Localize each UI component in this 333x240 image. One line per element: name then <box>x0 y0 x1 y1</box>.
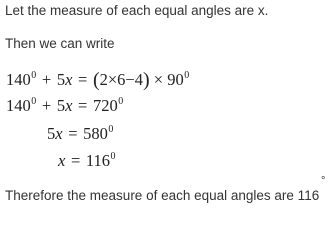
eq1-term-140: 140 <box>6 70 31 89</box>
equation-1 <box>6 69 189 93</box>
eq3-term-580: 580 <box>83 124 108 143</box>
equation-4 <box>58 151 116 174</box>
equation-2 <box>6 96 123 119</box>
eq1-plus: + <box>41 70 52 89</box>
eq1-variable: x <box>65 70 73 89</box>
eq3-equals: = <box>68 124 78 143</box>
equation-3 <box>47 124 113 147</box>
eq2-equals: = <box>78 96 88 115</box>
eq4-term-116-exponent: 0 <box>110 151 116 162</box>
eq1-term-140-exponent: 0 <box>31 70 37 81</box>
eq4-equals: = <box>70 151 81 170</box>
eq2-coefficient: 5 <box>56 96 66 115</box>
eq2-plus: + <box>41 96 52 115</box>
eq1-equals: = <box>78 70 88 89</box>
eq1-coefficient: 5 <box>56 70 66 89</box>
eq4-variable: x <box>58 151 66 170</box>
eq1-term-90-exponent: 0 <box>184 70 190 81</box>
eq3-term-580-exponent: 0 <box>108 124 114 135</box>
eq2-term-140: 140 <box>6 96 31 115</box>
eq1-term-90: 90 <box>167 70 184 89</box>
eq1-times: × <box>153 70 164 89</box>
eq3-variable: x <box>55 124 63 143</box>
eq2-term-140-exponent: 0 <box>31 96 37 107</box>
intro-text: Let the measure of each equal angles are x. <box>5 3 269 18</box>
eq4-term-116: 116 <box>85 151 111 170</box>
conclusion-degree-symbol: ° <box>321 175 326 187</box>
conclusion-text: Therefore the measure of each equal angles are 116 <box>5 188 320 203</box>
eq1-left-paren: ( <box>92 69 100 91</box>
eq1-right-paren: ) <box>143 69 150 91</box>
eq1-inner-expression: 2×6−4 <box>99 70 143 89</box>
eq3-coefficient: 5 <box>47 124 56 143</box>
then-text: Then we can write <box>5 36 115 51</box>
eq2-term-720-exponent: 0 <box>118 96 124 107</box>
eq2-term-720: 720 <box>92 96 118 115</box>
eq2-variable: x <box>65 96 73 115</box>
